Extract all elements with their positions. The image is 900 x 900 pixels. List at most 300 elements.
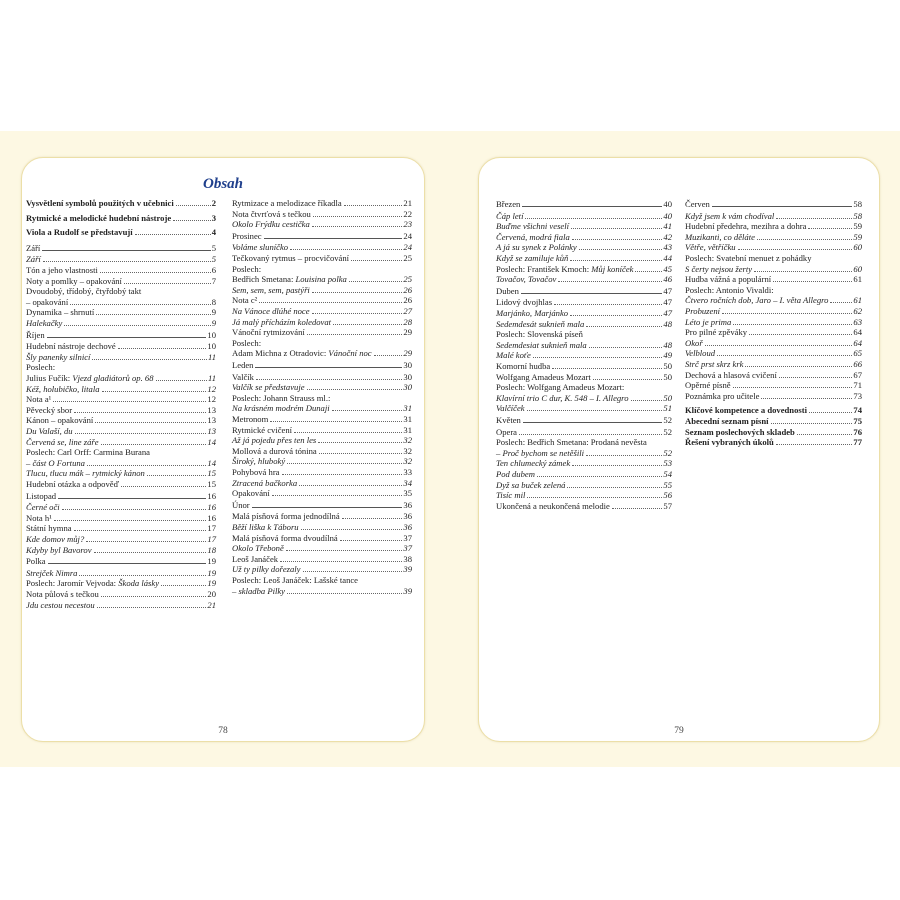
toc-entry-title: Široký, hluboký — [232, 456, 286, 467]
toc-section-heading[interactable] — [496, 199, 672, 209]
toc-entry[interactable] — [26, 384, 216, 394]
toc-entry[interactable] — [26, 458, 216, 468]
leader-dots — [612, 508, 663, 509]
toc-entry-title: Du Valaší, du — [26, 426, 73, 436]
toc-page-ref: 35 — [403, 488, 412, 499]
toc-entry-prefix: Dvoudobý, třídobý, čtyřdobý takt — [26, 286, 142, 297]
toc-page-ref: 25 — [403, 253, 412, 263]
toc-entry[interactable] — [685, 391, 862, 401]
toc-entry-title: Halekačky — [26, 318, 63, 328]
leader-dots — [47, 337, 207, 338]
toc-entry[interactable] — [496, 297, 672, 307]
toc-entry[interactable] — [685, 295, 862, 305]
toc-entry[interactable] — [26, 341, 216, 351]
toc-page-ref: 12 — [207, 394, 216, 405]
toc-page-ref: 64 — [853, 327, 862, 338]
toc-page-ref: 16 — [207, 502, 216, 513]
toc-entry[interactable] — [496, 458, 672, 468]
toc-entry-title: Až já pojedu přes ten les — [232, 435, 317, 446]
toc-entry[interactable] — [232, 478, 412, 488]
toc-page-ref: 56 — [663, 490, 672, 501]
toc-entry[interactable] — [232, 242, 412, 252]
leader-dots — [830, 302, 852, 303]
toc-page-ref: 53 — [663, 458, 672, 469]
toc-entry-title: Pod dubem — [496, 469, 535, 479]
leader-dots — [552, 368, 662, 369]
toc-entry[interactable] — [232, 306, 412, 316]
toc-entry[interactable] — [496, 211, 672, 221]
leader-dots — [121, 486, 206, 487]
toc-entry-title: Poznámka pro učitele — [685, 390, 760, 401]
toc-section-heading[interactable] — [232, 500, 412, 510]
toc-page-ref: 16 — [207, 490, 216, 501]
toc-page-ref: 14 — [207, 436, 216, 447]
toc-entry-title: Kde domov můj? — [26, 534, 85, 544]
toc-entry[interactable] — [685, 437, 862, 447]
leader-dots — [554, 304, 662, 305]
toc-entry[interactable] — [685, 405, 862, 415]
toc-section-heading[interactable] — [496, 286, 672, 296]
leader-dots — [270, 421, 402, 422]
toc-page-ref: 30 — [403, 360, 412, 370]
toc-entry-title: Metronom — [232, 414, 269, 424]
toc-page-ref: 36 — [403, 522, 412, 532]
toc-page-ref: 37 — [403, 543, 412, 554]
toc-entry[interactable] — [232, 382, 412, 392]
toc-page-ref: 32 — [403, 456, 412, 467]
leader-dots — [332, 410, 403, 411]
leader-dots — [342, 518, 403, 519]
toc-entry[interactable] — [496, 501, 672, 511]
toc-page-ref: 60 — [853, 263, 862, 274]
toc-entry-title: Pěvecký sbor — [26, 404, 73, 415]
toc-entry[interactable] — [685, 232, 862, 242]
toc-entry[interactable] — [685, 370, 862, 380]
leader-dots — [351, 260, 402, 261]
toc-entry[interactable] — [232, 533, 412, 543]
leader-dots — [75, 433, 207, 434]
toc-page-ref: 30 — [403, 382, 412, 393]
toc-page-ref: 5 — [211, 242, 216, 253]
toc-page-ref: 60 — [853, 242, 862, 253]
toc-entry-title: Běží liška k Táboru — [232, 522, 299, 532]
toc-entry-title: Kdyby byl Bavorov — [26, 544, 92, 555]
toc-page-left — [21, 157, 425, 742]
toc-page-ref: 38 — [403, 553, 412, 564]
toc-entry[interactable] — [26, 276, 216, 286]
toc-entry-title: Probuzení — [685, 306, 721, 316]
toc-page-ref: 52 — [663, 447, 672, 458]
leader-dots — [570, 315, 662, 316]
toc-entry[interactable] — [26, 307, 216, 317]
toc-entry[interactable] — [26, 479, 216, 489]
toc-entry-title: Čáp letí — [496, 210, 524, 221]
toc-entry-title: Malá písňová forma jednodílná — [232, 511, 340, 522]
toc-entry-prefix: Adam Michna z Otradovic: — [232, 348, 329, 359]
leader-dots — [287, 463, 402, 464]
toc-entry-title: Leoš Janáček — [232, 553, 279, 564]
leader-dots — [319, 453, 403, 454]
toc-page-ref: 59 — [853, 231, 862, 242]
toc-entry[interactable] — [496, 361, 672, 371]
toc-page-ref: 67 — [853, 369, 862, 380]
toc-entry[interactable] — [232, 435, 412, 445]
toc-entry-title — [26, 373, 154, 383]
toc-entry[interactable] — [26, 405, 216, 415]
leader-dots — [572, 239, 663, 240]
toc-page-ref: 17 — [207, 534, 216, 544]
toc-page-ref: 32 — [403, 435, 412, 446]
toc-entry[interactable] — [26, 394, 216, 404]
toc-page-ref: 71 — [853, 380, 862, 391]
leader-dots — [809, 412, 852, 413]
toc-entry[interactable] — [496, 403, 672, 413]
toc-page-ref: 12 — [207, 383, 216, 394]
toc-entry[interactable] — [232, 209, 412, 219]
toc-entry-title: Hudební otázka a odpověď — [26, 479, 120, 489]
toc-entry-prefix: Poslech: Wolfgang Amadeus Mozart: — [496, 382, 625, 393]
leader-dots — [92, 359, 207, 360]
toc-entry[interactable] — [232, 274, 412, 284]
toc-entry-title: Opakování — [232, 488, 270, 499]
toc-entry[interactable] — [685, 306, 862, 316]
leader-dots — [307, 334, 403, 335]
leader-dots — [773, 281, 852, 282]
toc-page-ref: 52 — [663, 415, 672, 425]
toc-entry-title: Červená se, line záře — [26, 436, 99, 447]
toc-page-ref: 11 — [208, 351, 216, 362]
toc-entry[interactable] — [26, 265, 216, 275]
toc-entry-title — [496, 264, 633, 274]
toc-page-ref: 8 — [211, 296, 216, 307]
toc-entry[interactable] — [26, 198, 216, 208]
toc-page-ref: 36 — [403, 499, 412, 510]
leader-dots — [156, 380, 208, 381]
toc-entry[interactable] — [232, 586, 412, 596]
toc-page-ref: 27 — [403, 306, 412, 316]
toc-entry-title: Rytmizace a melodizace říkadla — [232, 198, 342, 208]
leader-dots — [712, 206, 853, 207]
toc-entry[interactable] — [26, 437, 216, 447]
toc-page-ref: 51 — [663, 403, 672, 414]
toc-entry-title: Marjánko, Marjánko — [496, 308, 569, 318]
toc-entry-title: Buďme všichni veselí — [496, 221, 569, 232]
toc-entry[interactable] — [232, 467, 412, 477]
toc-entry-title: Hudební nástroje dechové — [26, 341, 116, 352]
toc-entry[interactable] — [232, 372, 412, 382]
toc-page-ref: 59 — [853, 221, 862, 232]
leader-dots — [527, 497, 662, 498]
toc-entry-title: Řešení vybraných úkolů — [685, 437, 774, 448]
toc-page-ref: 13 — [207, 426, 216, 436]
toc-entry[interactable] — [232, 295, 412, 305]
toc-entry[interactable] — [685, 242, 862, 252]
toc-entry-title: Tečkovaný rytmus – procvičování — [232, 253, 350, 263]
toc-entry[interactable] — [496, 264, 672, 274]
toc-entry[interactable] — [685, 359, 862, 369]
leader-dots — [757, 239, 852, 240]
toc-entry[interactable] — [496, 427, 672, 437]
toc-entry-title: Sedemdesiat suknieň mala — [496, 339, 587, 350]
toc-entry[interactable] — [685, 338, 862, 348]
toc-entry-title: Nota čtvrťová s tečkou — [232, 208, 311, 219]
leader-dots — [312, 313, 403, 314]
toc-entry-title: Pro pilné zpěváky — [685, 327, 748, 338]
toc-entry[interactable] — [685, 211, 862, 221]
leader-dots — [53, 401, 206, 402]
toc-entry[interactable] — [26, 426, 216, 436]
toc-entry-title: Tón a jeho vlastnosti — [26, 265, 98, 275]
toc-entry-title: Kéž, holubičko, litala — [26, 383, 100, 394]
toc-entry[interactable] — [232, 446, 412, 456]
toc-entry-title: Lidový dvojhlas — [496, 297, 553, 308]
leader-dots — [519, 434, 662, 435]
toc-page-ref: 39 — [403, 564, 412, 575]
toc-entry[interactable] — [26, 213, 216, 223]
toc-entry-title: Opera — [496, 426, 517, 437]
toc-entry-title: Černé oči — [26, 502, 60, 513]
leader-dots — [722, 313, 852, 314]
toc-section-heading[interactable] — [685, 199, 862, 209]
toc-page-ref: 31 — [403, 414, 412, 424]
leader-dots — [761, 398, 852, 399]
toc-entry[interactable] — [26, 227, 216, 237]
toc-entry[interactable] — [26, 318, 216, 328]
toc-entry[interactable] — [496, 221, 672, 231]
toc-page-ref: 61 — [853, 295, 862, 306]
toc-entry-title: Okoř — [685, 337, 703, 348]
toc-entry-title: Klíčové kompetence a dovednosti — [685, 405, 807, 416]
toc-entry-title: Okolo Frýdku cestička — [232, 219, 310, 230]
toc-entry-title: Sem, sem, sem, pastýři — [232, 284, 310, 295]
toc-entry[interactable] — [685, 416, 862, 426]
toc-entry-title: Listopad — [26, 490, 57, 501]
toc-entry[interactable] — [685, 427, 862, 437]
toc-section-heading[interactable] — [26, 243, 216, 253]
leader-dots — [808, 228, 852, 229]
leader-dots — [771, 423, 853, 424]
toc-entry-prefix: Poslech: — [26, 362, 56, 373]
toc-entry-title: Říjen — [26, 329, 45, 340]
toc-entry[interactable] — [26, 589, 216, 599]
leader-dots — [586, 326, 662, 327]
toc-entry[interactable] — [232, 414, 412, 424]
leader-dots — [779, 377, 853, 378]
toc-entry[interactable] — [496, 308, 672, 318]
leader-dots — [572, 465, 662, 466]
toc-entry[interactable] — [496, 253, 672, 263]
leader-dots — [733, 387, 853, 388]
toc-entry[interactable] — [26, 568, 216, 578]
toc-entry[interactable] — [232, 253, 412, 263]
toc-page-ref: 30 — [403, 371, 412, 382]
toc-entry-title: Muzikanti, co děláte — [685, 231, 755, 242]
toc-page-ref: 31 — [403, 403, 412, 414]
leader-dots — [264, 238, 403, 239]
leader-dots — [95, 422, 206, 423]
toc-entry-title: – Proč bychom se netěšili — [496, 447, 584, 458]
toc-entry-prefix: Julius Fučík: — [26, 373, 73, 383]
toc-entry-title: Seznam poslechových skladeb — [685, 426, 795, 437]
toc-page-ref: 29 — [403, 327, 412, 338]
toc-entry[interactable] — [496, 393, 672, 403]
toc-page-ref: 19 — [207, 567, 216, 578]
toc-entry-title: Polka — [26, 556, 46, 567]
toc-entry[interactable] — [496, 274, 672, 284]
toc-entry[interactable] — [685, 317, 862, 327]
toc-entry-title: Strč prst skrz krk — [685, 359, 744, 369]
toc-entry[interactable] — [232, 198, 412, 208]
toc-section-heading[interactable] — [26, 556, 216, 566]
toc-page-ref: 23 — [403, 219, 412, 230]
toc-entry[interactable] — [26, 513, 216, 523]
leader-dots — [570, 260, 662, 261]
toc-page-ref: 22 — [403, 208, 412, 219]
toc-entry-title: Státní hymna — [26, 523, 72, 534]
toc-section-heading[interactable] — [232, 231, 412, 241]
leader-dots — [252, 507, 403, 508]
toc-entry[interactable] — [496, 448, 672, 458]
toc-page-ref: 7 — [211, 275, 216, 286]
toc-page-ref: 19 — [207, 556, 216, 567]
toc-entry-title: Červen — [685, 199, 710, 209]
toc-entry[interactable] — [496, 480, 672, 490]
leader-dots — [147, 475, 207, 476]
toc-entry[interactable] — [26, 600, 216, 610]
toc-entry[interactable] — [232, 348, 412, 358]
toc-entry[interactable] — [26, 415, 216, 425]
toc-entry[interactable] — [232, 511, 412, 521]
toc-entry[interactable] — [26, 254, 216, 264]
toc-page-ref: 5 — [211, 254, 216, 265]
leader-dots — [79, 575, 206, 576]
toc-entry[interactable] — [232, 403, 412, 413]
toc-page-ref: 6 — [211, 265, 216, 275]
toc-entry[interactable] — [685, 348, 862, 358]
toc-entry[interactable] — [685, 380, 862, 390]
toc-page-ref: 21 — [403, 198, 412, 208]
leader-dots — [571, 228, 662, 229]
toc-entry[interactable] — [232, 219, 412, 229]
toc-entry[interactable] — [496, 469, 672, 479]
toc-entry-title: Červená, modrá fiala — [496, 231, 570, 242]
leader-dots — [738, 249, 853, 250]
toc-entry[interactable] — [232, 488, 412, 498]
toc-entry[interactable] — [496, 340, 672, 350]
toc-entry[interactable] — [685, 221, 862, 231]
leader-dots — [280, 561, 402, 562]
toc-section-heading[interactable] — [496, 415, 672, 425]
toc-page-ref: 57 — [663, 500, 672, 511]
toc-entry[interactable] — [496, 372, 672, 382]
toc-page-ref: 26 — [403, 284, 412, 295]
page-number: 79 — [674, 726, 684, 736]
toc-page-ref: 75 — [853, 416, 862, 426]
toc-page-ref: 13 — [207, 404, 216, 415]
leader-dots — [256, 379, 402, 380]
toc-entry[interactable] — [26, 352, 216, 362]
toc-entry[interactable] — [685, 264, 862, 274]
toc-entry-title — [232, 348, 372, 358]
toc-entry[interactable] — [232, 425, 412, 435]
toc-page-ref: 61 — [853, 274, 862, 285]
toc-entry-title: Nota a¹ — [26, 394, 52, 405]
toc-entry-title: Tovačov, Tovačov — [496, 274, 557, 285]
toc-page-ref: 36 — [403, 511, 412, 522]
toc-entry[interactable] — [232, 285, 412, 295]
toc-entry[interactable] — [26, 502, 216, 512]
toc-page-ref: 16 — [207, 512, 216, 523]
toc-entry[interactable] — [496, 232, 672, 242]
leader-dots — [287, 593, 402, 594]
toc-entry[interactable] — [232, 554, 412, 564]
toc-entry-title: Pohybová hra — [232, 467, 280, 477]
leader-dots — [776, 444, 853, 445]
toc-entry-title: Rytmické a melodické hudební nástroje — [26, 212, 172, 223]
toc-entry[interactable] — [496, 242, 672, 252]
toc-entry[interactable] — [26, 297, 216, 307]
toc-entry-work: Můj koníček — [591, 263, 634, 274]
toc-entry[interactable] — [26, 578, 216, 588]
leader-dots — [593, 379, 663, 380]
leader-dots — [259, 302, 402, 303]
toc-entry[interactable] — [26, 534, 216, 544]
toc-entry[interactable] — [232, 456, 412, 466]
leader-dots — [62, 509, 207, 510]
toc-page-ref: 65 — [853, 348, 862, 359]
leader-dots — [255, 367, 402, 368]
toc-entry[interactable] — [496, 490, 672, 500]
leader-dots — [290, 249, 402, 250]
leader-dots — [776, 218, 852, 219]
toc-entry-title: Já malý přícházím koledovat — [232, 316, 332, 327]
toc-entry-work: Vánoční noc — [328, 348, 372, 359]
toc-entry[interactable] — [232, 327, 412, 337]
toc-entry-prefix: Poslech: Johann Strauss ml.: — [232, 392, 331, 403]
toc-entry[interactable] — [232, 543, 412, 553]
toc-entry[interactable] — [685, 327, 862, 337]
leader-dots — [527, 410, 663, 411]
toc-entry[interactable] — [26, 545, 216, 555]
toc-entry[interactable] — [26, 373, 216, 383]
toc-entry[interactable] — [232, 317, 412, 327]
toc-entry[interactable] — [496, 319, 672, 329]
toc-entry[interactable] — [26, 523, 216, 533]
toc-entry[interactable] — [232, 564, 412, 574]
toc-entry[interactable] — [496, 350, 672, 360]
toc-entry-title: Tlucu, tlucu mák – rytmický kánon — [26, 468, 145, 479]
toc-section-heading[interactable] — [26, 491, 216, 501]
toc-section-heading[interactable] — [26, 330, 216, 340]
toc-entry[interactable] — [26, 468, 216, 478]
toc-page-ref: 26 — [403, 295, 412, 306]
toc-entry[interactable] — [232, 522, 412, 532]
toc-page-ref: 31 — [403, 424, 412, 435]
toc-entry-title: Když jsem k vám chodíval — [685, 210, 775, 221]
leader-dots — [313, 216, 403, 217]
toc-page-ref: 73 — [853, 390, 862, 401]
toc-page-ref: 76 — [853, 426, 862, 437]
toc-page-ref: 11 — [208, 373, 216, 383]
toc-page-ref: 50 — [663, 371, 672, 382]
toc-page-ref: 44 — [663, 253, 672, 263]
toc-section-heading[interactable] — [232, 360, 412, 370]
leader-dots — [333, 324, 402, 325]
leader-dots — [303, 571, 403, 572]
toc-entry-title: – část O Fortuna — [26, 457, 85, 468]
toc-entry[interactable] — [685, 274, 862, 284]
toc-entry-title: Na Vánoce dlúhé noce — [232, 306, 310, 316]
